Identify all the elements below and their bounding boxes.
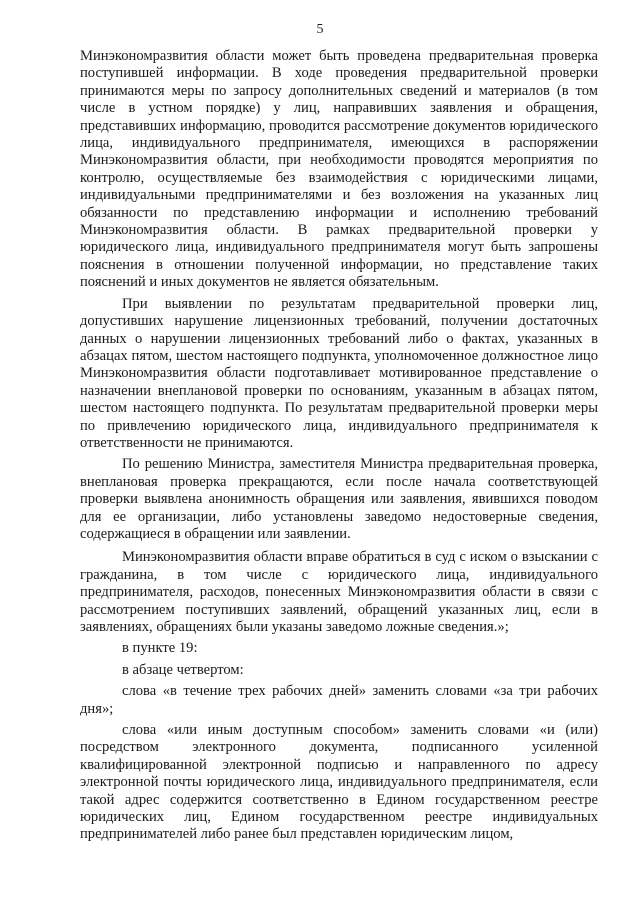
paragraph-minister-decision: По решению Министра, заместителя Министра предварительная проверка, внеплановая проверка прекращаются, если после начала соответствующей проверки выявлена анонимность обращения или заявления, явившихся поводом для ее организации, либо установлены заведомо недостоверные сведения, содержащиеся в обращении или заявлении.: [80, 456, 598, 542]
paragraph-clause-19: в пункте 19:: [122, 640, 198, 657]
paragraph-court-claim: Минэкономразвития области вправе обратиться в суд с иском о взыскании с гражданина, в том числе с юридического лица, индивидуального предпринимателя, расходов, понесенных Минэкономразвития области в связи с рассмотрением поступивших заявлений, обращений указанных лиц, если в заявлениях, обращениях были указаны заведомо ложные сведения.»;: [80, 549, 598, 635]
paragraph-violations-found: При выявлении по результатам предварительной проверки лиц, допустивших нарушение лицензионных требований, получении достаточных данных о нарушении лицензионных требований либо о фактах, указанных в абзацах пятом, шестом настоящего подпункта, уполномоченное должностное лицо Минэкономразвития области подготавливает мотивированное представление о назначении внеплановой проверки по основаниям, указанным в абзацах пятом, шестом настоящего подпункта. По результатам предварительной проверки меры по привлечению юридического лица, индивидуального предпринимателя к ответственности не принимаются.: [80, 295, 598, 451]
paragraph-replace-three-days: слова «в течение трех рабочих дней» заменить словами «за три рабочих дня»;: [80, 683, 598, 717]
document-body: [80, 48, 598, 844]
page-number: 5: [316, 22, 324, 37]
paragraph-fourth-subparagraph: в абзаце четвертом:: [122, 661, 244, 678]
paragraph-preliminary-check: Минэкономразвития области может быть проведена предварительная проверка поступившей информации. В ходе проведения предварительной проверки принимаются меры по запросу дополнительных сведений и материалов (в том числе в устном порядке) у лиц, направивших заявления и обращения, представивших информацию, проводится рассмотрение документов юридического лица, индивидуального предпринимателя, имеющихся в распоряжении Минэкономразвития области, при необходимости проводятся мероприятия по контролю, осуществляемые без взаимодействия с юридическими лицами, индивидуальными предпринимателями и без возложения на указанных лиц обязанности по представлению информации и исполнению требований Минэкономразвития области. В рамках предварительной проверки у юридического лица, индивидуального предпринимателя могут быть запрошены пояснения в отношении полученной информации, но представление таких пояснений и иных документов не является обязательным.: [80, 48, 598, 291]
paragraph-replace-other-means: слова «или иным доступным способом» заменить словами «и (или) посредством электронного документа, подписанного усиленной квалифицированной электронной подписью и направленного по адресу электронной почты юридического лица, индивидуального предпринимателя, если такой адрес содержится соответственно в Едином государственном реестре юридических лиц, Едином государственном реестре индивидуальных предпринимателей либо ранее был представлен юридическим лицом,: [80, 722, 598, 843]
